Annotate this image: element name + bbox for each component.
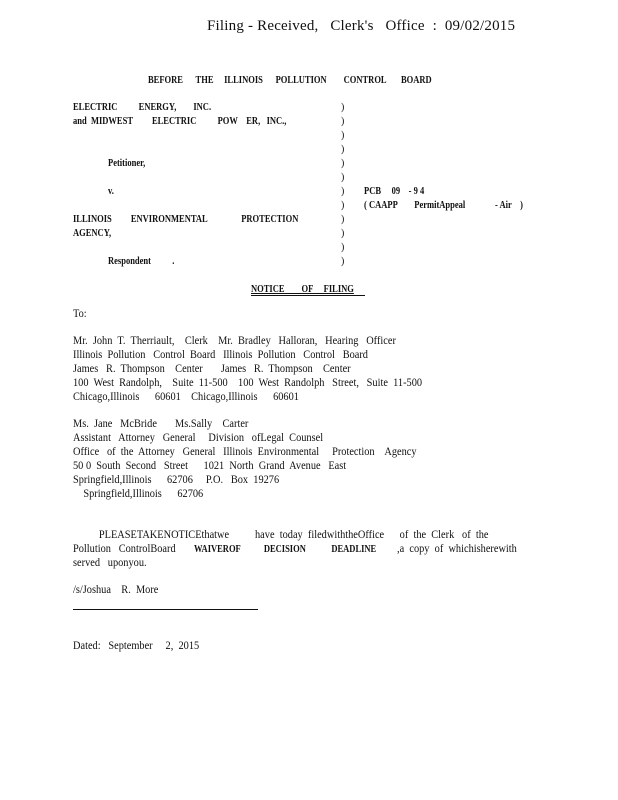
address-line: James R. Thompson Center James R. Thompson Center <box>73 363 351 375</box>
address-line: Ms. Jane McBride Ms.Sally Carter <box>73 418 249 430</box>
address-line: Office of the Attorney General Illinois Environmental Protection Agency <box>73 446 417 458</box>
caption-paren: ) <box>341 186 345 197</box>
filing-received-header: Filing - Received, Clerk's Office : 09/02/2015 <box>207 18 516 34</box>
dated-line: Dated: September 2, 2015 <box>73 640 200 652</box>
caption-paren: ) <box>341 256 345 267</box>
respondent-label: Respondent . <box>108 256 175 267</box>
notice-title-underline <box>251 295 365 296</box>
notice-body-line2-start: Pollution ControlBoard <box>73 543 176 555</box>
petitioner-name-line2: and MIDWEST ELECTRIC POW ER, INC., <box>73 116 287 127</box>
versus-label: v. <box>108 186 114 197</box>
notice-body-line1: PLEASETAKENOTICEthatwe have today filedwiththeOffice of the Clerk of the <box>73 529 489 541</box>
address-line: Illinois Pollution Control Board Illinois Pollution Control Board <box>73 349 368 361</box>
respondent-name-line1: ILLINOIS ENVIRONMENTAL PROTECTION <box>73 214 299 225</box>
signature: /s/Joshua R. More <box>73 584 159 596</box>
notice-body-line2-end: ,a copy of whichisherewith <box>397 543 517 555</box>
case-number: PCB 09 - 9 4 <box>364 186 425 197</box>
to-label: To: <box>73 308 87 320</box>
board-title: BEFORE THE ILLINOIS POLLUTION CONTROL BOARD <box>148 75 432 86</box>
address-line: Springfield,Illinois 62706 <box>73 488 204 500</box>
petitioner-label: Petitioner, <box>108 158 146 169</box>
address-line: 50 0 South Second Street 1021 North Grand Avenue East <box>73 460 347 472</box>
address-line: Chicago,Illinois 60601 Chicago,Illinois 60601 <box>73 391 299 403</box>
caption-paren: ) <box>341 102 345 113</box>
address-line: Assistant Attorney General Division ofLegal Counsel <box>73 432 324 444</box>
caption-paren: ) <box>341 228 345 239</box>
address-line: Springfield,Illinois 62706 P.O. Box 19276 <box>73 474 280 486</box>
caption-paren: ) <box>341 144 345 155</box>
caption-paren: ) <box>341 214 345 225</box>
caption-paren: ) <box>341 242 345 253</box>
petitioner-name-line1: ELECTRIC ENERGY, INC. <box>73 102 212 113</box>
respondent-name-line2: AGENCY, <box>73 228 112 239</box>
notice-body-document-title: WAIVEROF DECISION DEADLINE <box>194 544 377 555</box>
address-line: Mr. John T. Therriault, Clerk Mr. Bradley Halloran, Hearing Officer <box>73 335 396 347</box>
notice-body-line3: served uponyou. <box>73 557 147 569</box>
caption-paren: ) <box>341 172 345 183</box>
signature-line <box>73 609 258 610</box>
caption-paren: ) <box>341 116 345 127</box>
caption-paren: ) <box>341 200 345 211</box>
case-type: ( CAAPP PermitAppeal - Air ) <box>364 200 523 211</box>
notice-title: NOTICE OF FILING <box>251 284 354 295</box>
caption-paren: ) <box>341 130 345 141</box>
address-line: 100 West Randolph, Suite 11-500 100 West Randolph Street, Suite 11-500 <box>73 377 423 389</box>
caption-paren: ) <box>341 158 345 169</box>
